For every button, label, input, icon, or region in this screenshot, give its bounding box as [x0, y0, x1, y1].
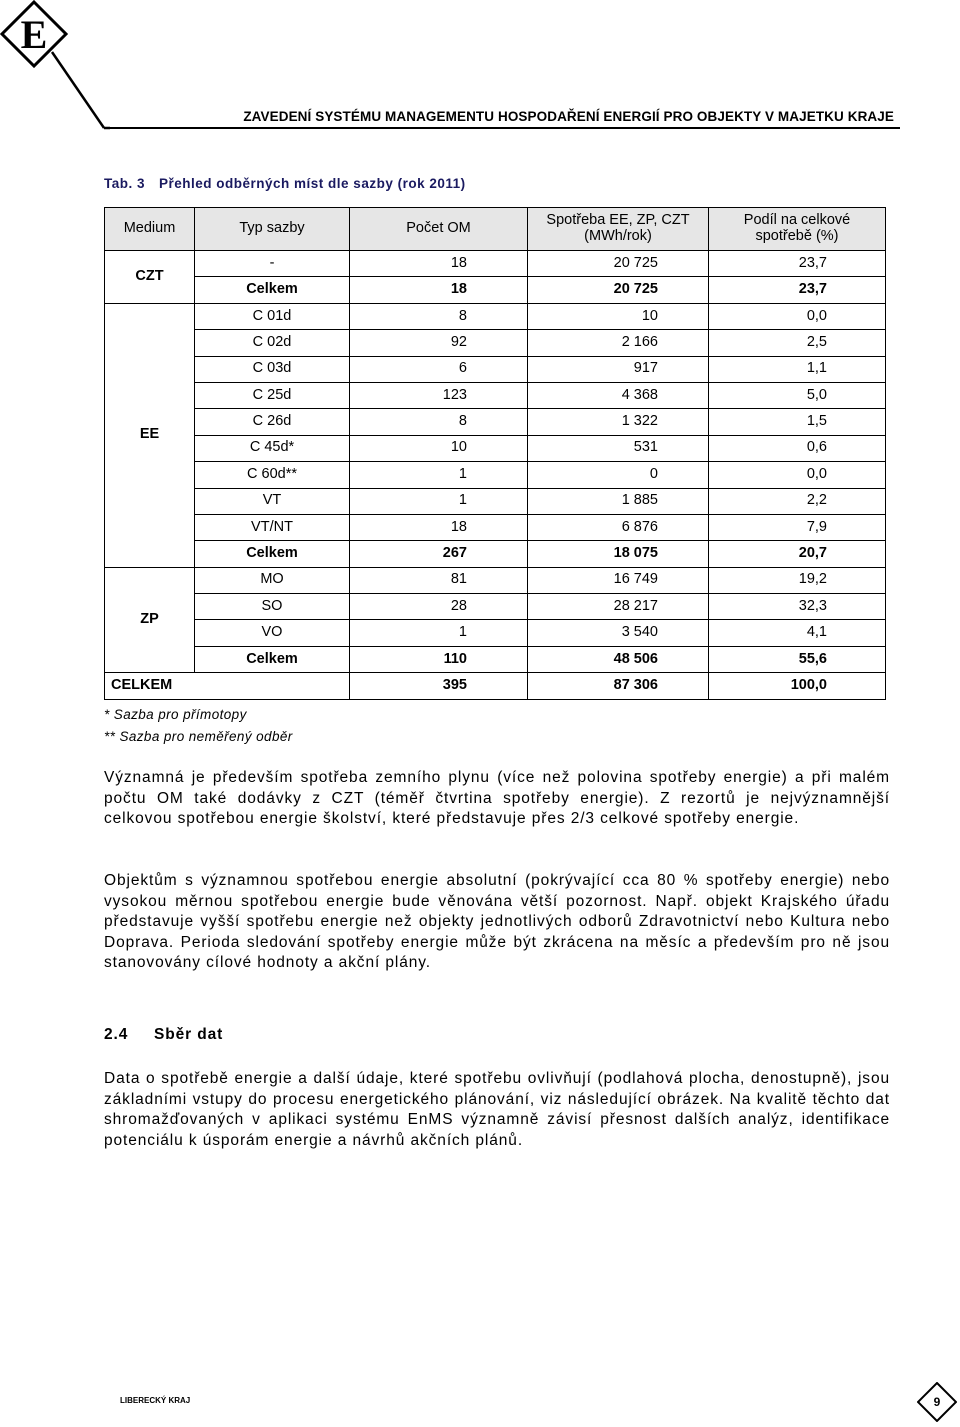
- cell-podil: 2,2: [709, 488, 886, 514]
- cell-typ: C 25d: [195, 382, 350, 408]
- section-title: Sběr dat: [154, 1026, 224, 1043]
- cell-typ: C 26d: [195, 409, 350, 435]
- logo: [0, 0, 110, 132]
- table-row: [105, 435, 886, 461]
- cell-typ: C 03d: [195, 356, 350, 382]
- cell-pocet: 110: [350, 646, 528, 672]
- table-row: [105, 488, 886, 514]
- document-title: ZAVEDENÍ SYSTÉMU MANAGEMENTU HOSPODAŘENÍ ENERGIÍ PRO OBJEKTY V MAJETKU KRAJE: [243, 109, 894, 124]
- header-spotreba-line1: Spotřeba EE, ZP, CZT: [546, 212, 690, 229]
- header-typ-sazby: Typ sazby: [195, 208, 350, 251]
- group-zp: ZP: [105, 567, 195, 673]
- table-notes: [104, 707, 293, 751]
- header-podil-line2: spotřebě (%): [755, 228, 839, 244]
- cell-typ: Celkem: [195, 277, 350, 303]
- page-number: 9: [933, 1395, 941, 1409]
- paragraph: Data o spotřebě energie a další údaje, které spotřebu ovlivňují (podlahová plocha, denostupně), jsou základními vstupy do procesu energetického plánování, viz následující obrázek. Na kvalitě těchto dat shromažďovaných v aplikaci systému EnMS významně závisí přesnost dalších analýz, identifikace potenciálu k úsporám energie a návrhů akčních plánů.: [104, 1070, 890, 1149]
- cell-spotreba: 3 540: [528, 620, 709, 646]
- cell-typ: SO: [195, 594, 350, 620]
- cell-typ: C 60d**: [195, 462, 350, 488]
- cell-spotreba: 28 217: [528, 594, 709, 620]
- cell-spotreba: 1 885: [528, 488, 709, 514]
- cell-typ: Celkem: [195, 646, 350, 672]
- cell-typ: Celkem: [195, 541, 350, 567]
- cell-pocet: 18: [350, 251, 528, 277]
- cell-spotreba: 1 322: [528, 409, 709, 435]
- cell-typ: -: [195, 251, 350, 277]
- table-row: [105, 409, 886, 435]
- page-number-badge: [917, 1382, 957, 1422]
- section-heading: [104, 1026, 223, 1044]
- cell-pocet: 81: [350, 567, 528, 593]
- group-czt: CZT: [105, 251, 195, 304]
- cell-typ: C 45d*: [195, 435, 350, 461]
- paragraph: Významná je především spotřeba zemního plynu (více než polovina spotřeby energie) a při malém počtu OM také dodávky z CZT (téměř čtvrtina spotřeby energie). Z rezortů je nejvýznamnější celkovou spotřebou energie školství, které představuje přes 2/3 celkové spotřeby energie.: [104, 769, 890, 828]
- section-number: 2.4: [104, 1026, 129, 1043]
- cell-spotreba: 0: [528, 462, 709, 488]
- cell-spotreba: 20 725: [528, 277, 709, 303]
- e-arrow-logo-icon: [0, 0, 110, 132]
- cell-pocet: 1: [350, 488, 528, 514]
- table-row-subtotal: [105, 646, 886, 672]
- header-spotreba: [528, 208, 709, 251]
- table-row-subtotal: [105, 277, 886, 303]
- cell-spotreba: 10: [528, 303, 709, 329]
- cell-typ: VO: [195, 620, 350, 646]
- tariff-table: [104, 207, 886, 700]
- table-row: [105, 620, 886, 646]
- paragraph: Objektům s významnou spotřebou energie absolutní (pokrývající cca 80 % spotřeby energie) nebo vysokou měrnou spotřebou energie bude věnována větší pozornost. Např. objekt Krajského úřadu představuje vyšší spotřebu energie než objekty jednotlivých odborů Zdravotnictví nebo Kultura nebo Doprava. Perioda sledování spotřeby energie může být zkrácena na měsíc a především pro ně jsou stanovovány cílové hodnoty a akční plány.: [104, 872, 890, 972]
- cell-spotreba: 6 876: [528, 514, 709, 540]
- cell-pocet: 18: [350, 514, 528, 540]
- header-spotreba-line2: (MWh/rok): [584, 228, 652, 244]
- cell-spotreba: 4 368: [528, 382, 709, 408]
- table-row: [105, 303, 886, 329]
- cell-pocet: 18: [350, 277, 528, 303]
- header-podil-line1: Podíl na celkové: [743, 212, 851, 229]
- table-row: [105, 594, 886, 620]
- cell-total-label: CELKEM: [105, 673, 350, 699]
- cell-pocet: 8: [350, 303, 528, 329]
- table-number: Tab. 3: [104, 176, 146, 191]
- cell-spotreba: 917: [528, 356, 709, 382]
- cell-pocet: 1: [350, 462, 528, 488]
- cell-podil: 1,5: [709, 409, 886, 435]
- cell-podil: 0,0: [709, 462, 886, 488]
- cell-podil: 5,0: [709, 382, 886, 408]
- header-podil: [709, 208, 886, 251]
- cell-total-podil: 100,0: [709, 673, 886, 699]
- cell-podil: 2,5: [709, 330, 886, 356]
- cell-pocet: 28: [350, 594, 528, 620]
- table-row-total: [105, 673, 886, 699]
- cell-podil: 0,0: [709, 303, 886, 329]
- cell-spotreba: 20 725: [528, 251, 709, 277]
- table-row-subtotal: [105, 541, 886, 567]
- note-primotopy: * Sazba pro přímotopy: [104, 707, 247, 722]
- header-rule: [0, 127, 960, 129]
- cell-podil: 32,3: [709, 594, 886, 620]
- cell-pocet: 123: [350, 382, 528, 408]
- footer-publisher: LIBERECKÝ KRAJ: [120, 1396, 191, 1405]
- cell-typ: VT/NT: [195, 514, 350, 540]
- cell-pocet: 6: [350, 356, 528, 382]
- table-caption: [104, 176, 466, 191]
- table-header-row: [105, 208, 886, 251]
- cell-pocet: 8: [350, 409, 528, 435]
- cell-podil: 1,1: [709, 356, 886, 382]
- cell-spotreba: 18 075: [528, 541, 709, 567]
- table-row: [105, 356, 886, 382]
- table-row: [105, 567, 886, 593]
- cell-spotreba: 16 749: [528, 567, 709, 593]
- cell-podil: 20,7: [709, 541, 886, 567]
- cell-spotreba: 531: [528, 435, 709, 461]
- cell-spotreba: 48 506: [528, 646, 709, 672]
- table-caption-text: Přehled odběrných míst dle sazby (rok 2011): [159, 176, 466, 191]
- note-nemereny: ** Sazba pro neměřený odběr: [104, 729, 293, 744]
- cell-total-spotreba: 87 306: [528, 673, 709, 699]
- cell-typ: C 02d: [195, 330, 350, 356]
- cell-typ: VT: [195, 488, 350, 514]
- table-row: [105, 382, 886, 408]
- cell-pocet: 267: [350, 541, 528, 567]
- cell-pocet: 10: [350, 435, 528, 461]
- cell-podil: 0,6: [709, 435, 886, 461]
- cell-podil: 23,7: [709, 277, 886, 303]
- table-row: [105, 330, 886, 356]
- table-row: [105, 514, 886, 540]
- cell-typ: C 01d: [195, 303, 350, 329]
- cell-podil: 4,1: [709, 620, 886, 646]
- header-pocet-om: Počet OM: [350, 208, 528, 251]
- cell-typ: MO: [195, 567, 350, 593]
- cell-pocet: 1: [350, 620, 528, 646]
- cell-pocet: 92: [350, 330, 528, 356]
- cell-total-pocet: 395: [350, 673, 528, 699]
- table-row: [105, 251, 886, 277]
- svg-text:E: E: [20, 12, 48, 57]
- cell-podil: 23,7: [709, 251, 886, 277]
- group-ee: EE: [105, 303, 195, 567]
- cell-podil: 7,9: [709, 514, 886, 540]
- cell-podil: 19,2: [709, 567, 886, 593]
- table-row: [105, 462, 886, 488]
- cell-spotreba: 2 166: [528, 330, 709, 356]
- header-medium: Medium: [105, 208, 195, 251]
- cell-podil: 55,6: [709, 646, 886, 672]
